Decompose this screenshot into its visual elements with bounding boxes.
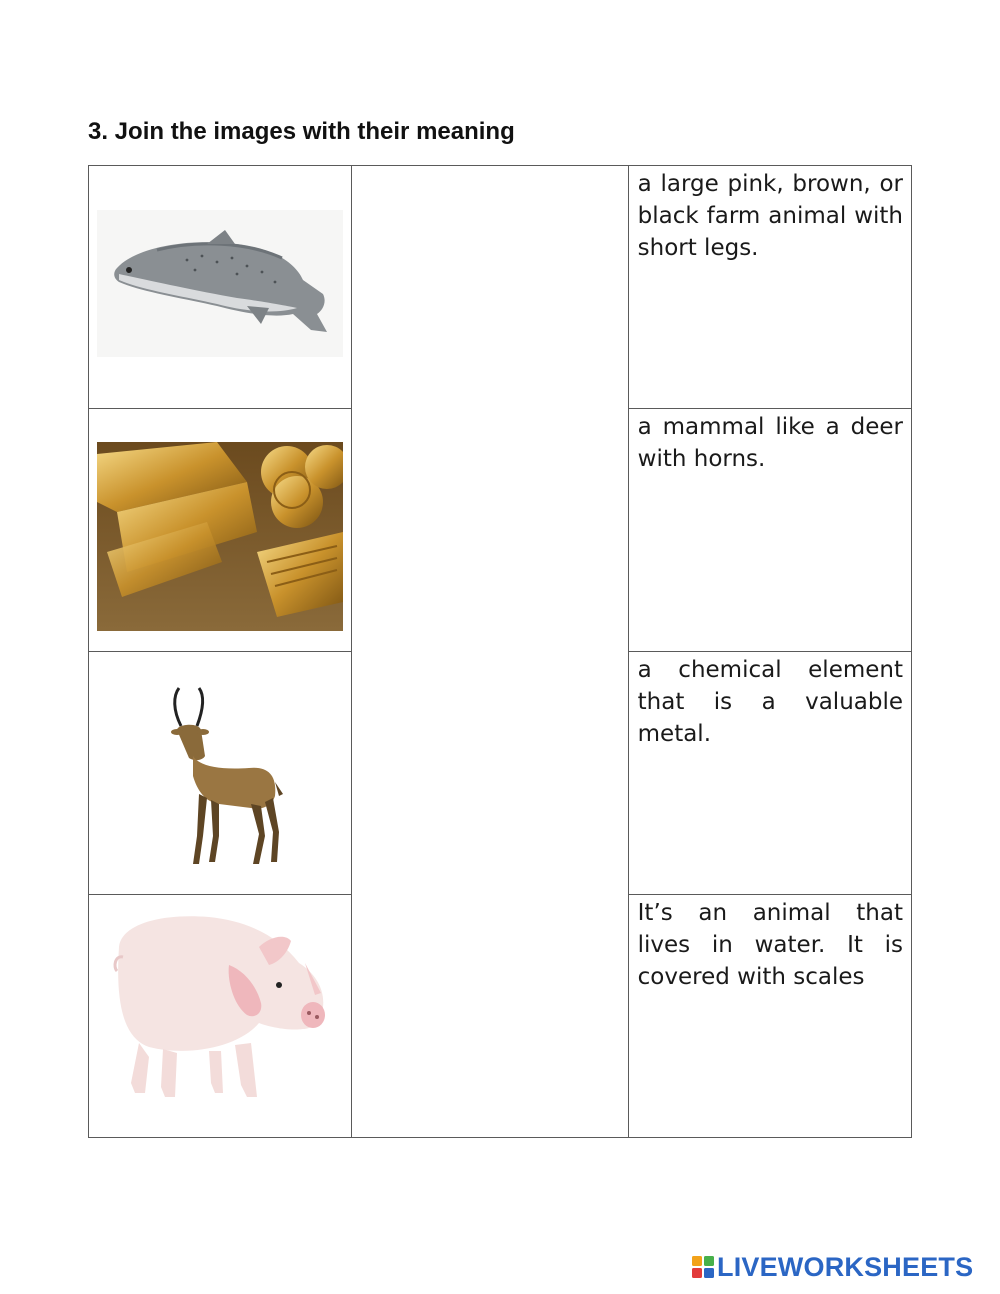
liveworksheets-logo-icon — [692, 1256, 714, 1278]
image-cell — [89, 409, 352, 652]
definition-text: a chemical element that is a valuable metal. — [637, 657, 903, 747]
image-cell — [89, 652, 352, 895]
liveworksheets-logo — [692, 1250, 973, 1284]
gold-bars-image — [97, 442, 343, 631]
definition-text: a large pink, brown, or black farm animal with short legs. — [637, 171, 903, 261]
matching-table — [88, 165, 912, 1138]
definition-cell — [628, 652, 911, 895]
antelope-image — [159, 686, 287, 868]
image-cell — [89, 895, 352, 1138]
definition-cell — [628, 409, 911, 652]
definition-cell — [628, 166, 911, 409]
definition-cell — [628, 895, 911, 1138]
image-cell — [89, 166, 352, 409]
salmon-fish-image — [97, 210, 343, 357]
definition-text: a mammal like a deer with horns. — [637, 414, 903, 472]
logo-text: LIVEWORKSHEETS — [717, 1251, 974, 1282]
definition-text: It’s an animal that lives in water. It is covered with scales — [637, 900, 903, 990]
pig-image — [109, 907, 331, 1107]
exercise-title: 3. Join the images with their meaning — [88, 118, 515, 145]
matching-answer-column[interactable] — [352, 166, 628, 1138]
table-row — [89, 166, 912, 409]
